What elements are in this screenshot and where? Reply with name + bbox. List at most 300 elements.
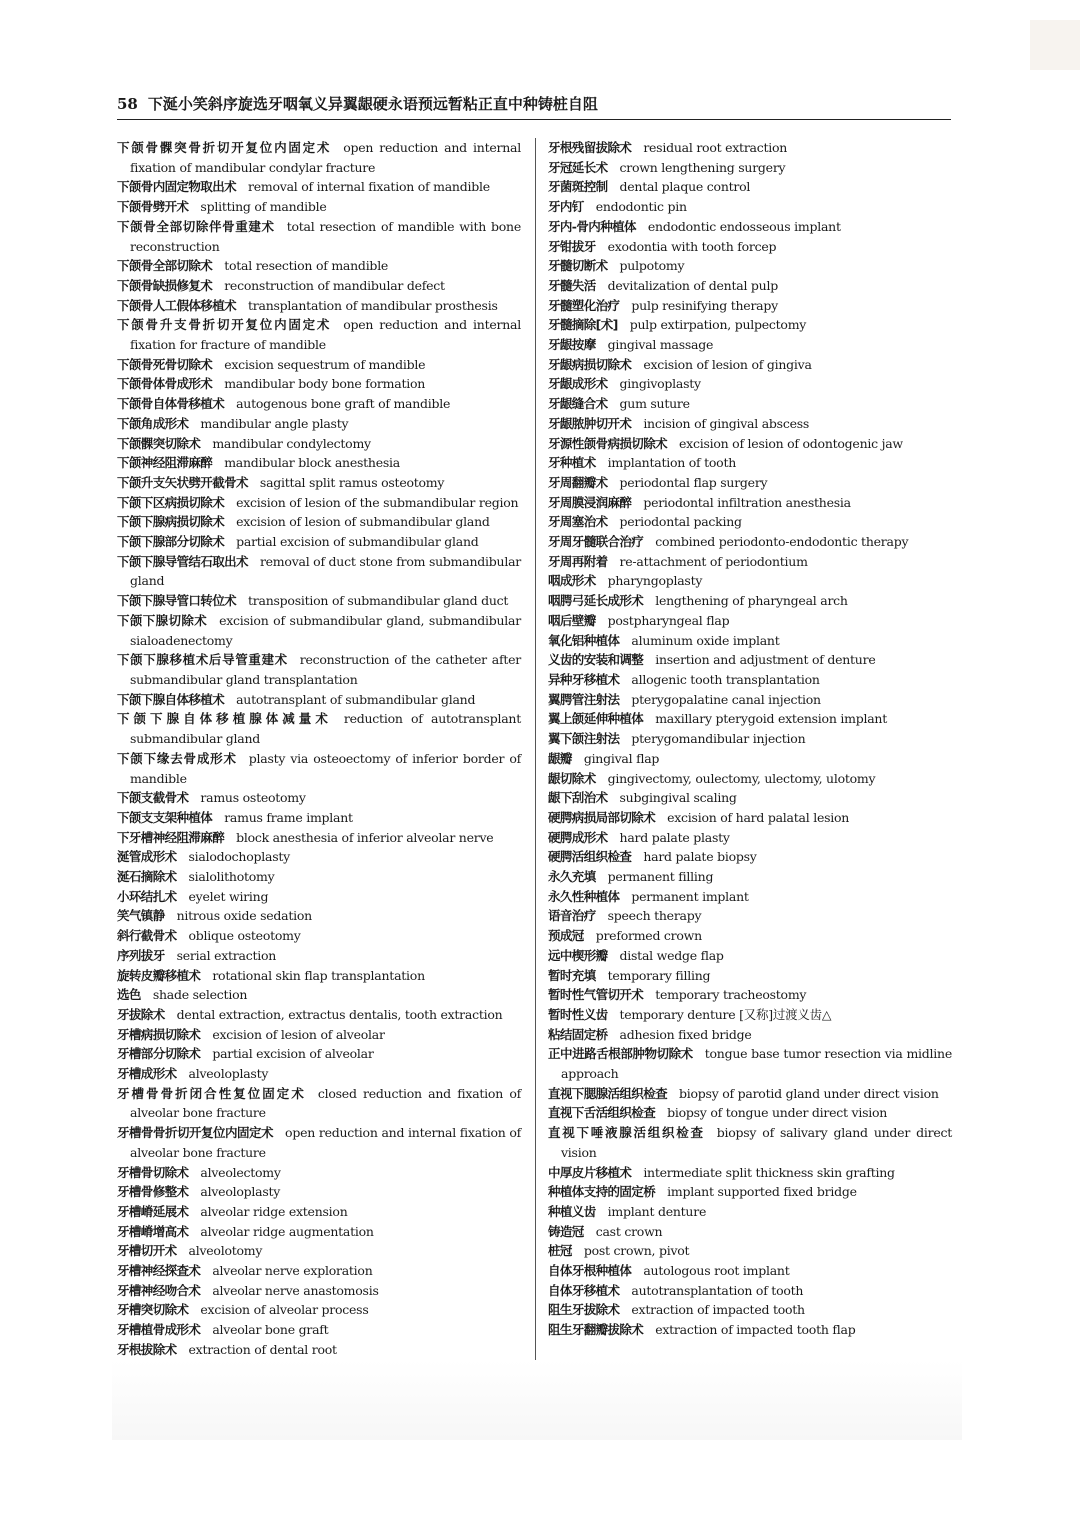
term-english: excision of lesion of alveolar	[212, 1026, 385, 1042]
term-english: excision sequestrum of mandible	[224, 356, 426, 372]
term-chinese: 牙周膜浸润麻醉	[548, 494, 632, 510]
term-chinese: 牙槽嵴增高术	[117, 1223, 189, 1239]
term-english: total resection of mandible with bone reconstruction	[130, 218, 521, 254]
glossary-entry	[548, 1261, 952, 1281]
glossary-entry	[548, 374, 952, 394]
glossary-entry	[117, 1340, 521, 1360]
term-english: pterygopalatine canal injection	[631, 691, 821, 707]
term-english: aluminum oxide implant	[631, 632, 780, 648]
glossary-entry	[548, 315, 952, 335]
term-english: excision of hard palatal lesion	[667, 809, 850, 825]
glossary-entry	[117, 217, 521, 256]
term-chinese: 下颌骨全部切除术	[117, 258, 213, 274]
glossary-entry	[548, 709, 952, 729]
term-chinese: 直视下唾液腺活组织检查	[548, 1125, 705, 1141]
term-english: dental extraction, extractus dentalis, tooth extraction	[176, 1006, 503, 1022]
term-english: distal wedge flap	[619, 947, 724, 963]
term-chinese: 预成冠	[548, 928, 584, 944]
glossary-entry	[117, 355, 521, 375]
glossary-entry	[117, 394, 521, 414]
term-chinese: 下颌下缘去骨成形术	[117, 750, 237, 766]
glossary-entry	[117, 493, 521, 513]
term-chinese: 下颌骨劈开术	[117, 199, 189, 215]
term-english: eyelet wiring	[188, 888, 269, 904]
glossary-entry	[548, 237, 952, 257]
glossary-entry	[548, 552, 952, 572]
term-chinese: 义齿的安装和调整	[548, 652, 644, 668]
glossary-entry	[548, 1025, 952, 1045]
glossary-entry	[117, 1064, 521, 1084]
term-chinese: 小环结扎术	[117, 888, 177, 904]
term-english: gum suture	[619, 396, 690, 412]
glossary-entry	[548, 355, 952, 375]
term-chinese: 牙龈脓肿切开术	[548, 415, 632, 431]
term-english: biopsy of parotid gland under direct vision	[679, 1085, 939, 1101]
term-english: periodontal infiltration anesthesia	[643, 494, 851, 510]
term-chinese: 牙槽神经吻合术	[117, 1282, 201, 1298]
glossary-entry	[548, 1084, 952, 1104]
glossary-entry	[548, 887, 952, 907]
term-chinese: 暂时性气管切开术	[548, 987, 644, 1003]
term-english: mandibular body bone formation	[224, 376, 426, 392]
term-english: pharyngoplasty	[607, 573, 703, 589]
term-chinese: 笑气镇静	[117, 908, 165, 924]
term-chinese: 旋转皮瓣移植术	[117, 967, 201, 983]
term-english: open reduction and internal fixation of alveolar bone fracture	[130, 1125, 521, 1160]
term-english: excision of alveolar process	[200, 1302, 369, 1318]
term-english: crown lengthening surgery	[619, 159, 786, 175]
term-chinese: 牙冠延长术	[548, 159, 608, 175]
glossary-entry	[117, 512, 521, 532]
term-english: splitting of mandible	[200, 199, 327, 215]
page-corner-tint	[1030, 20, 1080, 70]
term-english: autologous root implant	[643, 1263, 790, 1279]
term-chinese: 下颌下腺病损切除术	[117, 514, 225, 530]
term-chinese: 中厚皮片移植术	[548, 1164, 632, 1180]
term-english: gingival flap	[583, 750, 660, 766]
term-chinese: 永久性种植体	[548, 888, 620, 904]
term-english: sialodochoplasty	[188, 849, 290, 865]
term-english: subgingival scaling	[619, 790, 737, 806]
glossary-entry	[548, 650, 952, 670]
glossary-entry	[117, 532, 521, 552]
glossary-entry	[117, 1005, 521, 1025]
term-english: mandibular condylectomy	[212, 435, 371, 451]
term-chinese: 牙源性颌骨病损切除术	[548, 435, 668, 451]
glossary-entry	[548, 926, 952, 946]
term-chinese: 序列拔牙	[117, 947, 165, 963]
term-english: shade selection	[152, 987, 248, 1003]
term-english: excision of lesion of submandibular gland	[236, 514, 490, 530]
term-chinese: 下颌下腺移植术后导管重建术	[117, 652, 288, 668]
bottom-shading	[112, 1360, 962, 1440]
term-chinese: 异种牙移植术	[548, 671, 620, 687]
glossary-entry	[117, 374, 521, 394]
term-english: excision of submandibular gland, submandibular sialoadenectomy	[130, 612, 521, 648]
term-english: nitrous oxide sedation	[176, 908, 312, 924]
glossary-entry	[117, 690, 521, 710]
glossary-entry	[548, 946, 952, 966]
term-english: transplantation of mandibular prosthesis	[248, 297, 498, 313]
term-english: pulp extirpation, pulpectomy	[629, 317, 807, 333]
term-chinese: 下颌骨内固定物取出术	[117, 179, 237, 195]
term-chinese: 选色	[117, 987, 141, 1003]
term-chinese: 自体牙根种植体	[548, 1263, 632, 1279]
term-chinese: 翼下颌注射法	[548, 731, 620, 747]
glossary-entry	[548, 1241, 952, 1261]
term-chinese: 下颌下腺导管结石取出术	[117, 553, 248, 569]
glossary-entry	[117, 256, 521, 276]
term-english: oblique osteotomy	[188, 928, 301, 944]
glossary-entry	[548, 512, 952, 532]
glossary-entry	[548, 670, 952, 690]
term-chinese: 斜行截骨术	[117, 928, 177, 944]
term-chinese: 牙龈缝合术	[548, 396, 608, 412]
term-chinese: 下颌神经阻滞麻醉	[117, 455, 213, 471]
glossary-entry	[548, 453, 952, 473]
term-english: tongue base tumor resection via midline approach	[561, 1046, 952, 1082]
term-english: pterygomandibular injection	[631, 731, 806, 747]
glossary-entry	[548, 729, 952, 749]
glossary-entry	[117, 926, 521, 946]
term-english: mandibular block anesthesia	[224, 455, 400, 471]
term-english: hard palate plasty	[619, 829, 730, 845]
glossary-entry	[548, 434, 952, 454]
glossary-entry	[117, 197, 521, 217]
glossary-entry	[117, 276, 521, 296]
term-english: extraction of impacted tooth	[631, 1302, 805, 1318]
glossary-entry	[548, 1281, 952, 1301]
term-chinese: 下颌下腺部分切除术	[117, 534, 225, 550]
term-english: gingival massage	[607, 337, 714, 353]
glossary-entry	[548, 1103, 952, 1123]
glossary-entry	[548, 571, 952, 591]
term-chinese: 牙内钉	[548, 199, 584, 215]
term-english: allogenic tooth transplantation	[631, 671, 820, 687]
term-chinese: 牙种植术	[548, 455, 596, 471]
term-english: speech therapy	[607, 908, 702, 924]
term-chinese: 下颌骨升支骨折切开复位内固定术	[117, 317, 332, 333]
term-chinese: 下颌支截骨术	[117, 790, 189, 806]
glossary-entry	[548, 749, 952, 769]
glossary-entry	[548, 591, 952, 611]
term-english: extraction of impacted tooth flap	[655, 1322, 856, 1338]
glossary-entry	[548, 611, 952, 631]
term-chinese: 下颌骨死骨切除术	[117, 356, 213, 372]
term-english: devitalization of dental pulp	[607, 277, 778, 293]
term-english: dental plaque control	[619, 179, 751, 195]
term-chinese: 下颌骨体骨成形术	[117, 376, 213, 392]
term-chinese: 龈切除术	[548, 770, 596, 786]
glossary-entry	[117, 177, 521, 197]
term-english: alveolectomy	[200, 1164, 281, 1180]
term-chinese: 牙槽病损切除术	[117, 1026, 201, 1042]
term-chinese: 下颌下腺自体移植术	[117, 691, 225, 707]
term-chinese: 牙周塞治术	[548, 514, 608, 530]
term-chinese: 牙槽切开术	[117, 1243, 177, 1259]
glossary-entry	[117, 611, 521, 650]
term-english: alveolotomy	[188, 1243, 263, 1259]
term-english: removal of duct stone from submandibular gland	[130, 553, 521, 589]
term-english: periodontal flap surgery	[619, 474, 768, 490]
term-chinese: 下颌升支矢状劈开截骨术	[117, 474, 248, 490]
glossary-entry	[117, 1084, 521, 1123]
glossary-entry	[548, 473, 952, 493]
glossary-entry	[117, 1281, 521, 1301]
glossary-entry	[548, 906, 952, 926]
term-chinese: 硬腭病损局部切除术	[548, 809, 656, 825]
glossary-entry	[117, 749, 521, 788]
term-chinese: 牙槽骨切除术	[117, 1164, 189, 1180]
glossary-entry	[548, 769, 952, 789]
term-chinese: 粘结固定桥	[548, 1026, 608, 1042]
term-chinese: 咽成形术	[548, 573, 596, 589]
term-chinese: 下牙槽神经阻滞麻醉	[117, 829, 225, 845]
term-chinese: 阻生牙翻瓣拔除术	[548, 1322, 644, 1338]
term-chinese: 氧化铝种植体	[548, 632, 620, 648]
term-english: rotational skin flap transplantation	[212, 967, 425, 983]
glossary-entry	[117, 946, 521, 966]
term-english: reconstruction of the catheter after submandibular gland transplantation	[130, 652, 522, 687]
term-chinese: 牙周翻瓣术	[548, 474, 608, 490]
term-chinese: 下颌骨缺损修复术	[117, 277, 213, 293]
term-chinese: 牙槽神经探查术	[117, 1263, 201, 1279]
glossary-entry	[548, 828, 952, 848]
glossary-entry	[117, 709, 521, 748]
glossary-entry	[548, 256, 952, 276]
term-chinese: 牙槽嵴延展术	[117, 1203, 189, 1219]
term-english: partial excision of submandibular gland	[236, 534, 479, 550]
term-chinese: 牙髓摘除[术]	[548, 317, 618, 333]
term-english: preformed crown	[595, 928, 702, 944]
glossary-entry	[117, 1123, 521, 1162]
term-english: autotransplant of submandibular gland	[236, 691, 476, 707]
term-chinese: 牙菌斑控制	[548, 179, 608, 195]
glossary-entry	[548, 1300, 952, 1320]
term-english: autotransplantation of tooth	[631, 1282, 804, 1298]
term-chinese: 暂时性义齿	[548, 1006, 608, 1022]
header-rule	[117, 119, 951, 120]
term-english: alveolar bone graft	[212, 1322, 329, 1338]
term-chinese: 下颌骨自体骨移植术	[117, 396, 225, 412]
term-chinese: 暂时充填	[548, 967, 596, 983]
term-english: alveolar nerve exploration	[212, 1263, 373, 1279]
term-chinese: 牙内-骨内种植体	[548, 218, 636, 234]
term-english: biopsy of tongue under direct vision	[667, 1105, 888, 1121]
term-chinese: 牙槽突切除术	[117, 1302, 189, 1318]
glossary-entry	[117, 867, 521, 887]
glossary-entry	[117, 591, 521, 611]
term-english: ramus osteotomy	[200, 790, 306, 806]
term-chinese: 龈瓣	[548, 750, 572, 766]
term-chinese: 咽后壁瓣	[548, 612, 596, 628]
glossary-entry	[548, 966, 952, 986]
term-chinese: 种植体支持的固定桥	[548, 1184, 656, 1200]
term-english: adhesion fixed bridge	[619, 1026, 752, 1042]
glossary-entry	[548, 1222, 952, 1242]
glossary-entry	[548, 867, 952, 887]
term-english: maxillary pterygoid extension implant	[655, 711, 887, 727]
term-english: temporary denture [又称]过渡义齿△	[619, 1006, 832, 1022]
running-header	[117, 92, 951, 116]
glossary-entry	[548, 414, 952, 434]
term-chinese: 牙周再附着	[548, 553, 608, 569]
term-english: extraction of dental root	[188, 1341, 337, 1357]
glossary-entry	[117, 1025, 521, 1045]
glossary-entry	[548, 177, 952, 197]
glossary-entry	[117, 473, 521, 493]
term-chinese: 下颌骨髁突骨折切开复位内固定术	[117, 140, 332, 155]
term-english: pulpotomy	[619, 258, 685, 274]
glossary-entry	[548, 276, 952, 296]
left-column	[117, 138, 521, 1360]
term-english: transposition of submandibular gland duct	[248, 593, 509, 609]
term-english: serial extraction	[176, 947, 277, 963]
glossary-entry	[117, 138, 521, 177]
glossary-entry	[548, 985, 952, 1005]
term-english: mandibular angle plasty	[200, 415, 349, 431]
term-chinese: 直视下腮腺活组织检查	[548, 1085, 668, 1101]
term-chinese: 远中楔形瓣	[548, 947, 608, 963]
term-english: insertion and adjustment of denture	[655, 652, 876, 668]
term-english: exodontia with tooth forcep	[607, 238, 777, 254]
term-chinese: 语音治疗	[548, 908, 596, 924]
glossary-entry	[117, 847, 521, 867]
term-chinese: 下颌下腺自体移植腺体减量术	[117, 711, 332, 727]
term-chinese: 硬腭活组织检查	[548, 849, 632, 865]
term-english: postpharyngeal flap	[607, 612, 730, 628]
term-chinese: 牙髓失活	[548, 277, 596, 293]
term-english: alveolar ridge extension	[200, 1203, 348, 1219]
glossary-entry	[117, 1241, 521, 1261]
term-chinese: 下颌下区病损切除术	[117, 494, 225, 510]
glossary-entry	[548, 1320, 952, 1340]
term-english: implantation of tooth	[607, 455, 737, 471]
term-english: closed reduction and fixation of alveolar bone fracture	[130, 1085, 522, 1121]
term-chinese: 牙槽部分切除术	[117, 1046, 201, 1062]
glossary-entry	[117, 414, 521, 434]
term-chinese: 正中进路舌根部肿物切除术	[548, 1046, 693, 1062]
glossary-entry	[548, 788, 952, 808]
glossary-entry	[117, 1222, 521, 1242]
term-english: gingivoplasty	[619, 376, 701, 392]
term-english: temporary tracheostomy	[655, 987, 807, 1003]
term-english: alveoloplasty	[188, 1066, 269, 1082]
glossary-entry	[117, 1261, 521, 1281]
term-english: re-attachment of periodontium	[619, 553, 808, 569]
glossary-entry	[548, 138, 952, 158]
term-english: alveolar nerve anastomosis	[212, 1282, 379, 1298]
term-chinese: 阻生牙拔除术	[548, 1302, 620, 1318]
term-english: biopsy of salivary gland under direct vision	[561, 1125, 953, 1160]
term-chinese: 种植义齿	[548, 1203, 596, 1219]
term-english: reconstruction of mandibular defect	[224, 277, 445, 293]
glossary-entry	[548, 1163, 952, 1183]
term-chinese: 牙槽骨骨折切开复位内固定术	[117, 1125, 274, 1141]
term-english: lengthening of pharyngeal arch	[655, 593, 848, 609]
glossary-entry	[117, 1202, 521, 1222]
glossary-entry	[548, 1202, 952, 1222]
term-english: implant supported fixed bridge	[667, 1184, 857, 1200]
term-english: autogenous bone graft of mandible	[236, 396, 451, 412]
term-chinese: 牙龈病损切除术	[548, 356, 632, 372]
term-chinese: 下颌角成形术	[117, 415, 189, 431]
glossary-entry	[548, 1044, 952, 1083]
term-chinese: 牙槽骨骨折闭合性复位固定术	[117, 1085, 306, 1101]
term-chinese: 下颌下腺切除术	[117, 612, 208, 628]
term-chinese: 牙龈成形术	[548, 376, 608, 392]
column-divider	[535, 138, 536, 1360]
glossary-entry	[117, 1320, 521, 1340]
glossary-entry	[548, 808, 952, 828]
page-number: 58	[117, 95, 138, 113]
term-english: periodontal packing	[619, 514, 742, 530]
term-chinese: 下颌髁突切除术	[117, 435, 201, 451]
term-chinese: 涎管成形术	[117, 849, 177, 865]
term-chinese: 牙髓切断术	[548, 258, 608, 274]
term-english: excision of lesion of odontogenic jaw	[679, 435, 903, 451]
term-english: implant denture	[607, 1203, 707, 1219]
glossary-entry	[117, 828, 521, 848]
term-chinese: 牙槽成形术	[117, 1066, 177, 1082]
term-english: sagittal split ramus osteotomy	[259, 474, 445, 490]
term-english: gingivectomy, oulectomy, ulectomy, ulotomy	[607, 770, 876, 786]
glossary-entry	[548, 197, 952, 217]
glossary-entry	[117, 296, 521, 316]
term-english: incision of gingival abscess	[643, 415, 810, 431]
term-english: excision of lesion of the submandibular region	[236, 494, 519, 510]
term-english: cast crown	[595, 1223, 663, 1239]
term-english: open reduction and internal fixation of mandibular condylar fracture	[130, 140, 521, 175]
term-chinese: 下颌骨人工假体移植术	[117, 297, 237, 313]
right-column	[548, 138, 952, 1340]
term-english: total resection of mandible	[224, 258, 389, 274]
term-english: endodontic endosseous implant	[647, 218, 841, 234]
glossary-entry	[548, 296, 952, 316]
glossary-entry	[548, 158, 952, 178]
term-chinese: 牙髓塑化治疗	[548, 297, 620, 313]
glossary-entry	[548, 690, 952, 710]
term-chinese: 翼上颌延伸种植体	[548, 711, 644, 727]
term-chinese: 桩冠	[548, 1243, 572, 1259]
term-english: temporary filling	[607, 967, 711, 983]
term-english: permanent implant	[631, 888, 749, 904]
term-chinese: 直视下舌活组织检查	[548, 1105, 656, 1121]
term-english: alveolar ridge augmentation	[200, 1223, 374, 1239]
glossary-entry	[117, 1182, 521, 1202]
glossary-entry	[117, 966, 521, 986]
glossary-entry	[117, 1044, 521, 1064]
term-chinese: 牙槽骨修整术	[117, 1184, 189, 1200]
term-chinese: 下颌骨全部切除伴骨重建术	[117, 218, 275, 234]
term-chinese: 牙根残留拔除术	[548, 140, 632, 155]
term-english: partial excision of alveolar	[212, 1046, 374, 1062]
term-english: residual root extraction	[643, 140, 788, 155]
glossary-entry	[548, 1182, 952, 1202]
header-title: 下涎小笑斜序旋选牙咽氧义异翼龈硬永语预远暂粘正直中种铸桩自阻	[147, 95, 598, 113]
term-english: excision of lesion of gingiva	[643, 356, 812, 372]
term-english: alveoloplasty	[200, 1184, 281, 1200]
term-chinese: 牙龈按摩	[548, 337, 596, 353]
term-english: permanent filling	[607, 869, 714, 885]
term-chinese: 永久充填	[548, 869, 596, 885]
term-chinese: 铸造冠	[548, 1223, 584, 1239]
glossary-entry	[117, 1163, 521, 1183]
glossary-entry	[548, 217, 952, 237]
term-english: plasty via osteoectomy of inferior border of mandible	[130, 750, 522, 786]
term-english: hard palate biopsy	[643, 849, 757, 865]
term-chinese: 翼腭管注射法	[548, 691, 620, 707]
